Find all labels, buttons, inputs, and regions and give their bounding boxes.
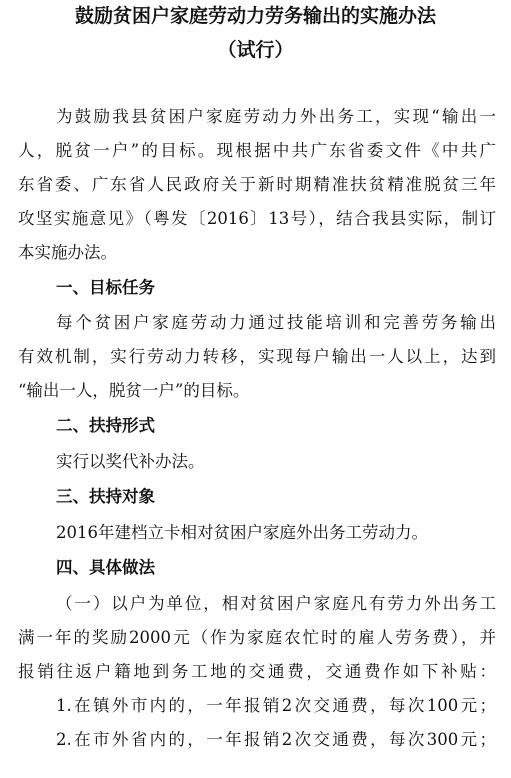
intro-line: 东省委、广东省人民政府关于新时期精准扶贫精准脱贫三年 xyxy=(18,175,496,194)
intro-line: 攻坚实施意见》（粤发〔2016〕13号），结合我县实际，制订 xyxy=(18,209,496,228)
intro-line: 本实施办法。 xyxy=(18,243,117,262)
document-title: 鼓励贫困户家庭劳动力劳务输出的实施办法 xyxy=(74,5,436,27)
intro-line: 人，脱贫一户”的目标。现根据中共广东省委文件《中共广 xyxy=(18,141,496,160)
section-line: 报销往返户籍地到务工地的交通费，交通费作如下补贴： xyxy=(18,662,496,681)
section-line: 实行以奖代补办法。 xyxy=(56,452,205,471)
section-heading-support-target: 三、扶持对象 xyxy=(56,487,155,506)
section-line: 每个贫困户家庭劳动力通过技能培训和完善劳务输出 xyxy=(56,313,496,332)
section-line: 满一年的奖励2000元（作为家庭农忙时的雇人劳务费），并 xyxy=(18,628,496,647)
document-subtitle: （试行） xyxy=(217,39,294,61)
section-heading-support-form: 二、扶持形式 xyxy=(56,416,155,435)
section-line: “输出一人，脱贫一户”的目标。 xyxy=(18,381,250,400)
section-line: 1.在镇外市内的，一年报销2次交通费，每次100元； xyxy=(56,696,496,715)
section-line: 2016年建档立卡相对贫困户家庭外出务工劳动力。 xyxy=(56,523,428,542)
section-heading-goals: 一、目标任务 xyxy=(56,278,155,297)
section-heading-methods: 四、具体做法 xyxy=(56,558,155,577)
section-line: （一）以户为单位，相对贫困户家庭凡有劳力外出务工 xyxy=(56,594,496,613)
section-line: 有效机制，实行劳动力转移，实现每户输出一人以上，达到 xyxy=(18,347,496,366)
intro-line: 为鼓励我县贫困户家庭劳动力外出务工，实现“输出一 xyxy=(56,107,496,126)
section-line: 2.在市外省内的，一年报销2次交通费，每次300元； xyxy=(56,730,496,749)
